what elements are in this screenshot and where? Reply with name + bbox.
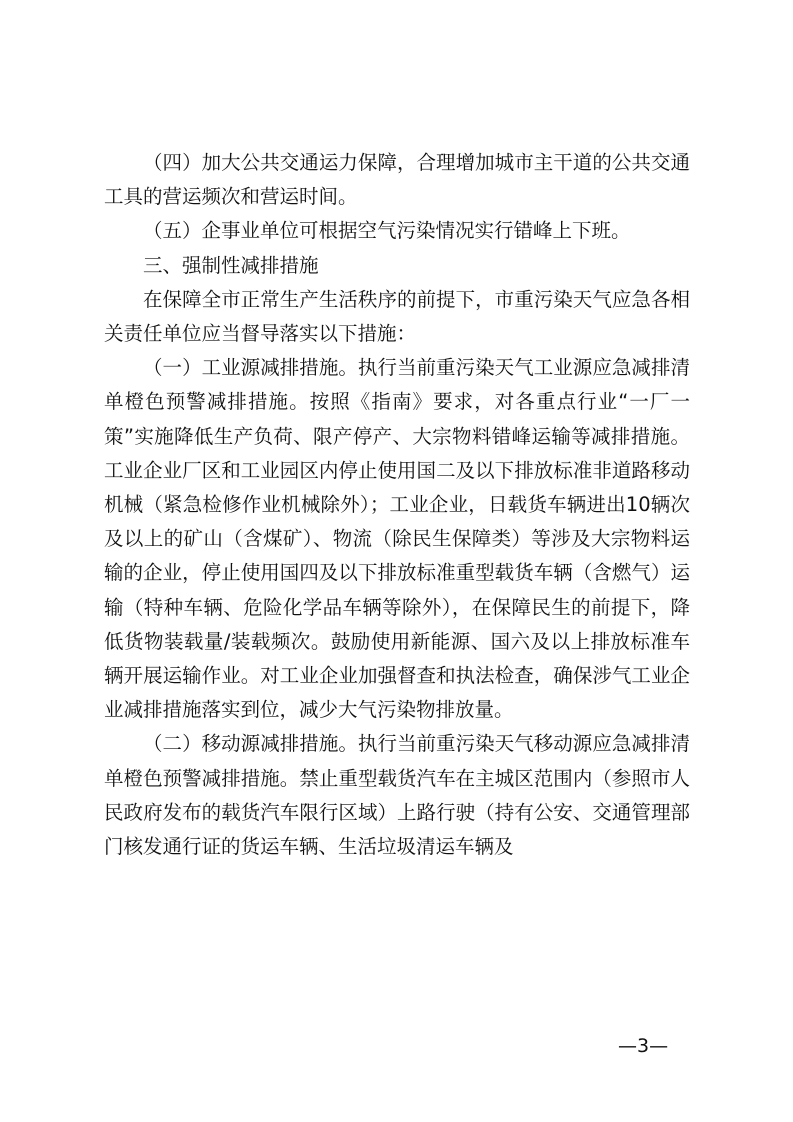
page-number: —3—: [618, 1035, 669, 1057]
paragraph-industrial-measures: （一）工业源减排措施。执行当前重污染天气工业源应急减排清单橙色预警减排措施。按照《指南》要求，对各重点行业“一厂一策”实施降低生产负荷、限产停产、大宗物料错峰运输等减排措施。工业企业厂区和工业园区内停止使用国二及以下排放标准非道路移动机械（紧急检修作业机械除外）；工业企业，日载货车辆进出10辆次及以上的矿山（含煤矿）、物流（除民生保障类）等涉及大宗物料运输的企业，停止使用国四及以下排放标准重型载货车辆（含燃气）运输（特种车辆、危险化学品车辆等除外），在保障民生的前提下，降低货物装载量/装载频次。鼓励使用新能源、国六及以上排放标准车辆开展运输作业。对工业企业加强督查和执法检查，确保涉气工业企业减排措施落实到位，减少大气污染物排放量。: [104, 356, 690, 722]
paragraph-public-transport: （四）加大公共交通运力保障，合理增加城市主干道的公共交通工具的营运频次和营运时间。: [104, 151, 690, 209]
paragraph-staggered-hours: （五）企事业单位可根据空气污染情况实行错峰上下班。: [143, 219, 631, 243]
body-text: [104, 146, 690, 864]
paragraph-premise: 在保障全市正常生产生活秩序的前提下，市重污染天气应急各相关责任单位应当督导落实以下措施：: [104, 287, 690, 346]
section-heading-mandatory-measures: 三、强制性减排措施: [143, 253, 319, 277]
paragraph-mobile-measures: （二）移动源减排措施。执行当前重污染天气移动源应急减排清单橙色预警减排措施。禁止重型载货汽车在主城区范围内（参照市人民政府发布的载货汽车限行区域）上路行驶（持有公安、交通管理部门核发通行证的货运车辆、生活垃圾清运车辆及: [104, 732, 690, 859]
